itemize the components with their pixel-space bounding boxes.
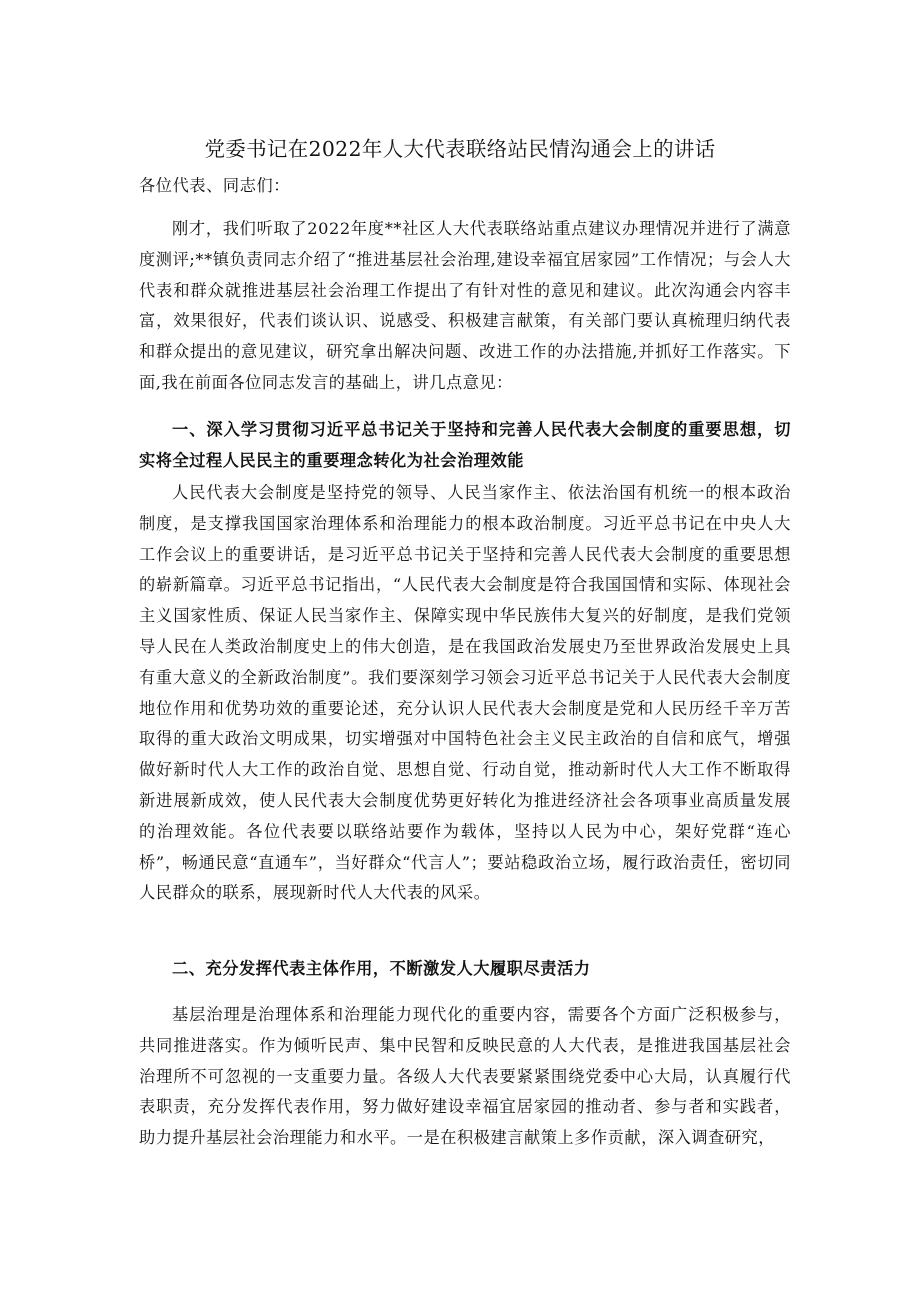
section-heading-2: 二、充分发挥代表主体作用，不断激发人大履职尽责活力 — [172, 959, 591, 978]
salutation: 各位代表、同志们： — [139, 176, 291, 195]
paragraph-section-2: 基层治理是治理体系和治理能力现代化的重要内容，需要各个方面广泛积极参与，共同推进落实。作为倾听民声、集中民智和反映民意的人大代表，是推进我国基层社会治理所不可忽视的一支重要力量。各级人大代表要紧紧围绕党委中心大局，认真履行代表职责，充分发挥代表作用，努力做好建设幸福宜居家园的推动者、参与者和实践者，助力提升基层社会治理能力和水平。一是在积极建言献策上多作贡献，深入调查研究， — [139, 1005, 791, 1148]
paragraph-intro: 刚才，我们听取了2022年度**社区人大代表联络站重点建议办理情况并进行了满意度测评;**镇负责同志介绍了“推进基层社会治理,建设幸福宜居家园”工作情况；与会人大代表和群众就推进基层社会治理工作提出了有针对性的意见和建议。此次沟通会内容丰富，效果很好，代表们谈认识、说感受、积极建言献策，有关部门要认真梳理归纳代表和群众提出的意见建议，研究拿出解决问题、改进工作的办法措施,并抓好工作落实。下面,我在前面各位同志发言的基础上，讲几点意见： — [139, 219, 791, 392]
document-title: 党委书记在2022年人大代表联络站民情沟通会上的讲话 — [204, 136, 716, 161]
paragraph-section-1: 人民代表大会制度是坚持党的领导、人民当家作主、依法治国有机统一的根本政治制度，是支撑我国国家治理体系和治理能力的根本政治制度。习近平总书记在中央人大工作会议上的重要讲话，是习近平总书记关于坚持和完善人民代表大会制度的重要思想的崭新篇章。习近平总书记指出，“人民代表大会制度是符合我国国情和实际、体现社会主义国家性质、保证人民当家作主、保障实现中华民族伟大复兴的好制度，是我们党领导人民在人类政治制度史上的伟大创造，是在我国政治发展史乃至世界政治发展史上具有重大意义的全新政治制度”。我们要深刻学习领会习近平总书记关于人民代表大会制度地位作用和优势功效的重要论述，充分认识人民代表大会制度是党和人民历经千辛万苦取得的重大政治文明成果，切实增强对中国特色社会主义民主政治的自信和底气，增强做好新时代人大工作的政治自觉、思想自觉、行动自觉，推动新时代人大工作不断取得新进展新成效，使人民代表大会制度优势更好转化为推进经济社会各项事业高质量发展的治理效能。各位代表要以联络站要作为载体，坚持以人民为中心，架好党群“连心桥”，畅通民意“直通车”，当好群众“代言人”；要站稳政治立场，履行政治责任，密切同人民群众的联系，展现新时代人大代表的风采。 — [139, 483, 791, 903]
section-heading-1: 一、深入学习贯彻习近平总书记关于坚持和完善人民代表大会制度的重要思想，切实将全过程人民民主的重要理念转化为社会治理效能 — [139, 420, 791, 470]
